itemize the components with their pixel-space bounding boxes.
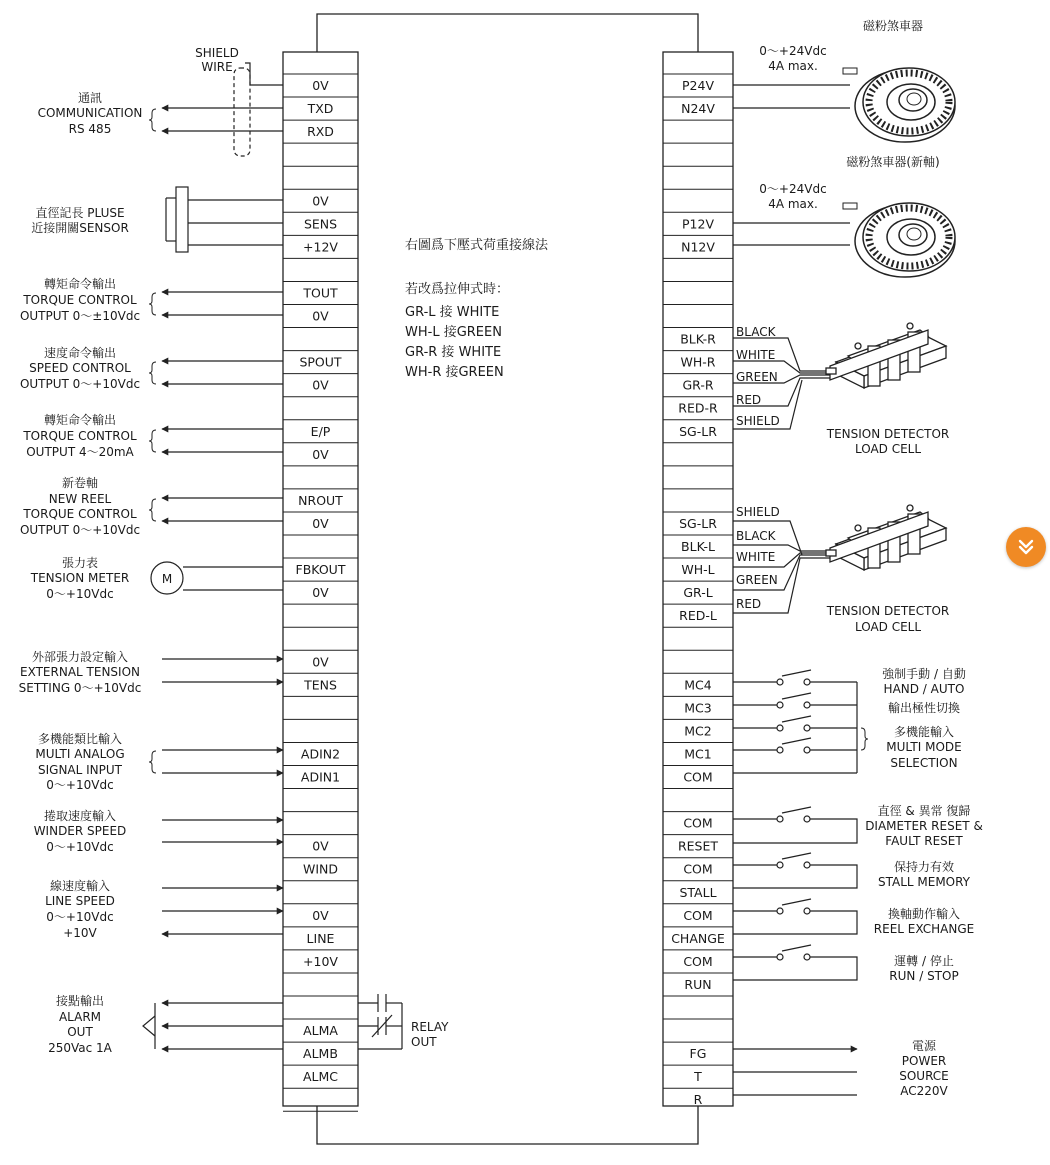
left-terminal-label: E/P	[310, 423, 331, 439]
lcr-wire-white: WHITE	[736, 348, 776, 362]
lcr-wire-green: GREEN	[736, 370, 778, 384]
left-terminal-label: LINE	[306, 930, 335, 946]
run-label-1: 運轉 / 停止	[894, 954, 954, 968]
left-terminal-label: SPOUT	[299, 354, 342, 370]
exttension-label-1: 外部張力設定輸入	[31, 650, 129, 664]
right-terminal-label: COM	[683, 907, 713, 923]
lcl-wire-green: GREEN	[736, 573, 778, 587]
left-terminal-label: TXD	[307, 101, 334, 117]
right-terminal-label: MC3	[684, 700, 712, 716]
power-label-2: POWER	[901, 1054, 947, 1068]
torque1-label-2: TORQUE CONTROL	[23, 293, 137, 307]
left-terminal-label: +12V	[303, 239, 338, 255]
right-terminal-label: BLK-L	[681, 539, 715, 554]
comm-label-2: COMMUNICATION	[37, 106, 143, 120]
left-terminal-label: FBKOUT	[295, 562, 346, 578]
right-wiring	[733, 85, 857, 1095]
meter-symbol: M	[161, 572, 173, 586]
analog-label-4: 0～+10Vdc	[46, 778, 114, 792]
left-terminal-label: 0V	[312, 654, 329, 670]
shield-wire-label-2: WIRE	[201, 60, 233, 74]
torque2-label-3: OUTPUT 4～20mA	[26, 445, 134, 459]
right-terminal-label: RUN	[684, 976, 712, 992]
lcr-caption-2: LOAD CELL	[854, 442, 922, 456]
left-terminal-label: WIND	[302, 861, 339, 877]
left-terminal-label: +10V	[303, 953, 338, 969]
exttension-label-3: SETTING 0～+10Vdc	[18, 681, 142, 695]
center-note-line-1: GR-L 接 WHITE	[405, 305, 500, 320]
multimode-label-2: MULTI MODE	[886, 740, 962, 754]
left-terminal-label: 0V	[312, 907, 329, 923]
left-terminal-label: NROUT	[298, 492, 343, 508]
alarm-label-3: OUT	[67, 1025, 93, 1039]
multimode-label-3: SELECTION	[890, 756, 958, 770]
meter-label-1: 張力表	[61, 556, 99, 570]
right-terminal-label: N24V	[681, 101, 715, 117]
torque1-label-1: 轉矩命令輸出	[43, 277, 117, 291]
right-terminal-label: P24V	[682, 78, 714, 93]
speed-label-1: 速度命令輸出	[43, 346, 117, 360]
alarm-label-1: 接點輸出	[55, 994, 105, 1008]
shield-wire-label-1: SHIELD	[195, 46, 239, 60]
lcl-wire-red: RED	[736, 597, 762, 611]
torque2-label-2: TORQUE CONTROL	[23, 429, 137, 443]
left-terminal-label: RXD	[307, 124, 334, 140]
brake1-spec-2: 4A max.	[768, 59, 818, 73]
right-terminal-label: COM	[683, 861, 713, 877]
right-terminal-label: P12V	[682, 216, 714, 232]
speed-label-3: OUTPUT 0～+10Vdc	[19, 377, 141, 391]
analog-label-1: 多機能類比輸入	[37, 732, 123, 746]
double-chevron-down-icon	[1016, 537, 1036, 557]
left-terminal-label: SENS	[303, 216, 338, 232]
right-terminal-label: SG-LR	[679, 423, 717, 439]
relay-out-label-1: RELAY	[411, 1020, 449, 1034]
linespeed-label-1: 線速度輸入	[49, 879, 111, 893]
right-terminal-label: R	[693, 1092, 703, 1108]
linespeed-label-4: +10V	[63, 926, 97, 940]
speed-label-2: SPEED CONTROL	[29, 361, 131, 375]
lcr-caption-1: TENSION DETECTOR	[826, 427, 950, 441]
power-label-1: 電源	[911, 1039, 937, 1053]
lcl-wire-white: WHITE	[736, 550, 776, 564]
right-terminal-strip	[663, 52, 733, 1107]
brake2-spec-2: 4A max.	[768, 197, 818, 211]
lcr-wire-shield: SHIELD	[736, 414, 780, 428]
right-terminal-label: GR-R	[682, 377, 714, 393]
newreel-label-1: 新卷軸	[61, 476, 99, 490]
right-terminal-label: WH-R	[680, 354, 716, 370]
meter-label-2: TENSION METER	[30, 571, 130, 585]
right-terminal-label: COM	[683, 769, 713, 785]
newreel-label-3: TORQUE CONTROL	[23, 507, 137, 521]
left-terminal-label: ADIN2	[300, 746, 341, 762]
winder-label-3: 0～+10Vdc	[46, 840, 114, 854]
sensor-label-1: 直徑記長 PLUSE	[35, 206, 125, 220]
left-braces	[149, 109, 156, 773]
powder-brake-new-reel-icon	[843, 203, 955, 277]
stall-label-1: 保持力有效	[893, 860, 955, 874]
left-terminal-label: TENS	[304, 677, 337, 693]
left-terminal-label: ADIN1	[300, 769, 341, 785]
lcl-caption-1: TENSION DETECTOR	[826, 604, 950, 618]
brake1-title: 磁粉煞車器	[862, 19, 924, 33]
relay-out-label-2: OUT	[411, 1035, 437, 1049]
right-terminal-label: GR-L	[683, 585, 713, 601]
analog-label-3: SIGNAL INPUT	[37, 763, 123, 777]
left-terminal-label: ALMB	[303, 1046, 338, 1062]
right-strip-frame	[663, 52, 733, 1106]
lcl-wire-shield: SHIELD	[736, 505, 780, 519]
comm-label-1: 通訊	[77, 91, 103, 105]
analog-label-2: MULTI ANALOG	[35, 747, 125, 761]
left-terminal-label: 0V	[312, 585, 329, 601]
load-cell-left-icon	[826, 505, 946, 570]
lcr-wire-black: BLACK	[736, 325, 776, 339]
brake2-title: 磁粉煞車器(新軸)	[846, 155, 940, 169]
right-terminal-label: CHANGE	[671, 930, 725, 946]
right-terminal-label: RED-L	[679, 608, 717, 624]
right-terminal-label: RESET	[677, 838, 719, 854]
left-terminal-label: 0V	[312, 193, 329, 209]
right-terminal-label: MC1	[684, 746, 712, 762]
winder-label-2: WINDER SPEED	[33, 824, 127, 838]
load-cell-right-icon	[826, 323, 946, 388]
center-note-line-3: GR-R 接 WHITE	[405, 345, 502, 360]
lcl-wire-black: BLACK	[736, 529, 776, 543]
reset-label-1: 直徑 & 異常 復歸	[877, 804, 971, 818]
left-terminal-label: 0V	[312, 78, 329, 93]
right-terminal-label: BLK-R	[680, 331, 716, 347]
comm-label-3: RS 485	[68, 122, 112, 136]
handauto-label-2: HAND / AUTO	[883, 682, 965, 696]
right-terminal-label: MC4	[684, 677, 712, 693]
exttension-label-2: EXTERNAL TENSION	[20, 665, 140, 679]
brake2-spec-1: 0～+24Vdc	[759, 182, 827, 196]
scroll-down-button[interactable]	[1006, 527, 1046, 567]
stall-label-2: STALL MEMORY	[877, 875, 971, 889]
alarm-label-4: 250Vac 1A	[48, 1041, 112, 1055]
linespeed-label-3: 0～+10Vdc	[46, 910, 114, 924]
left-terminal-label: ALMC	[302, 1069, 339, 1085]
right-terminal-label: SG-LR	[679, 515, 717, 531]
right-terminal-label: STALL	[679, 884, 717, 900]
lcr-wire-red: RED	[736, 393, 762, 407]
left-terminal-label: 0V	[312, 377, 329, 393]
handauto-label-1: 強制手動 / 自動	[882, 667, 966, 681]
left-strip-frame	[283, 52, 358, 1106]
left-terminal-label: 0V	[312, 308, 329, 324]
power-label-4: AC220V	[900, 1084, 948, 1098]
left-terminal-strip	[283, 52, 358, 1111]
meter-label-3: 0～+10Vdc	[46, 587, 114, 601]
right-terminal-label: T	[694, 1069, 702, 1085]
reel-label-1: 換軸動作輸入	[887, 907, 961, 921]
lcl-caption-2: LOAD CELL	[854, 620, 922, 634]
torque1-label-3: OUTPUT 0～±10Vdc	[19, 309, 141, 323]
newreel-label-4: OUTPUT 0～+10Vdc	[19, 523, 141, 537]
controller-outline	[317, 14, 698, 1144]
reset-label-3: FAULT RESET	[885, 834, 963, 848]
multimode-label-1: 多機能輸入	[893, 725, 955, 739]
torque2-label-1: 轉矩命令輸出	[43, 413, 117, 427]
right-terminal-label: RED-R	[678, 400, 718, 416]
center-note-subtitle: 若改爲拉伸式時：	[405, 282, 510, 297]
left-wiring	[143, 63, 402, 1049]
left-terminal-label: 0V	[312, 446, 329, 462]
right-terminal-label: FG	[689, 1046, 707, 1062]
left-terminal-label: 0V	[312, 515, 329, 531]
right-terminal-label: MC2	[684, 723, 712, 739]
winder-label-1: 捲取速度輸入	[43, 809, 117, 823]
center-note-line-2: WH-L 接GREEN	[405, 325, 502, 340]
center-note	[405, 237, 549, 380]
alarm-label-2: ALARM	[58, 1010, 102, 1024]
newreel-label-2: NEW REEL	[48, 492, 112, 506]
brake1-spec-1: 0～+24Vdc	[759, 44, 827, 58]
right-terminal-label: N12V	[681, 239, 715, 255]
center-note-title: 右圖爲下壓式荷重接線法	[405, 238, 549, 253]
switch-contacts	[777, 670, 811, 960]
linespeed-label-2: LINE SPEED	[45, 894, 115, 908]
reset-label-2: DIAMETER RESET &	[865, 819, 983, 833]
power-label-3: SOURCE	[899, 1069, 949, 1083]
left-terminal-label: ALMA	[303, 1023, 338, 1039]
left-labels	[19, 46, 449, 1055]
center-note-line-4: WH-R 接GREEN	[405, 365, 504, 380]
left-terminal-label: TOUT	[303, 285, 338, 301]
sensor-label-2: 近接開關SENSOR	[31, 221, 129, 235]
multimode-brace	[861, 728, 868, 750]
right-terminal-label: WH-L	[681, 562, 715, 578]
powder-brake-icon	[843, 68, 955, 142]
right-terminal-label: COM	[683, 953, 713, 969]
handauto-label-3: 輸出極性切換	[887, 701, 961, 715]
run-label-2: RUN / STOP	[889, 969, 959, 983]
left-terminal-label: 0V	[312, 838, 329, 854]
right-terminal-label: COM	[683, 815, 713, 831]
reel-label-2: REEL EXCHANGE	[873, 922, 975, 936]
